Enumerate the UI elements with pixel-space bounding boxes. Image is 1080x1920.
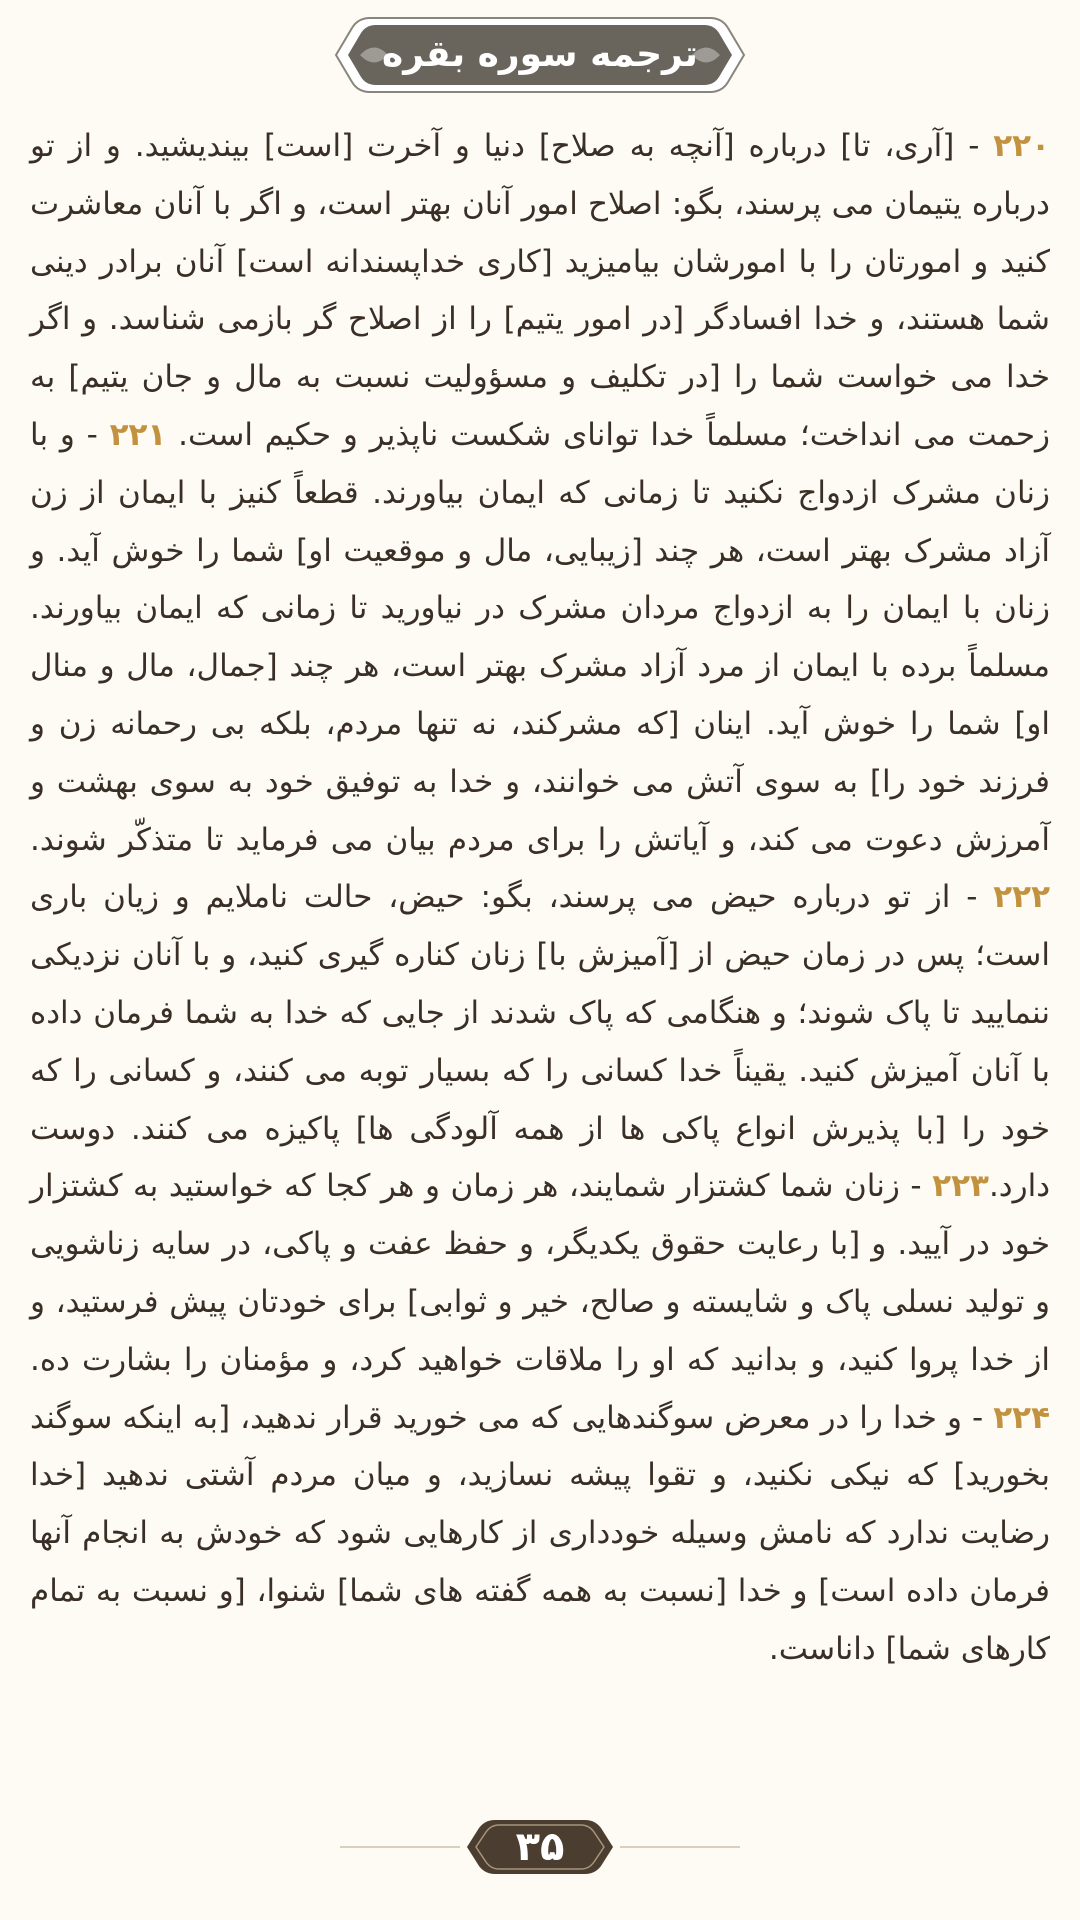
verse-text: - زنان شما کشتزار شمایند، هر زمان و هر کجا که خواستید به کشتزار خود در آیید. و [با رعایت حقوق یکدیگر، و حفظ عفت و پاکی، در سایه زناشویی و تولید نسلی پاک و شایسته و صالح، خیر و ثوابی] برای خودتان پیش فرستید، و از خدا پروا کنید، و بدانید که او را ملاقات خواهید کرد، و مؤمنان را بشارت ده. xyxy=(30,1168,1050,1378)
footer-divider-right xyxy=(620,1846,740,1848)
page-footer xyxy=(0,1812,1080,1882)
surah-title-banner xyxy=(330,14,750,96)
verse-number: ۲۲۴ xyxy=(993,1399,1050,1436)
verse-221 xyxy=(30,417,1050,858)
verse-number: ۲۲۲ xyxy=(993,879,1050,916)
surah-title: ترجمه سوره بقره xyxy=(382,34,698,75)
verse-224 xyxy=(30,1400,1050,1667)
verse-text: - و خدا را در معرض سوگندهایی که می خورید قرار ندهید، [به اینکه سوگند بخورید] که نیکی نکنید، و تقوا پیشه نسازید، و میان مردم آشتی ندهید [خدا رضایت ندارد که نامش وسیله خودداری از کارهایی شود که خودش به انجام آنها فرمان داده است] و خدا [نسبت به همه گفته های شما] شنوا، [و نسبت به تمام کارهای شما] داناست. xyxy=(30,1399,1050,1667)
verse-text: - و با زنان مشرک ازدواج نکنید تا زمانی که ایمان بیاورند. قطعاً کنیز با ایمان از زن آزاد مشرک بهتر است، هر چند [زیبایی، مال و موقعیت او] شما را خوش آید. و زنان با ایمان را به ازدواج مردان مشرک در نیاورید تا زمانی که ایمان بیاورند. مسلماً برده با ایمان از مرد آزاد مشرک بهتر است، هر چند [جمال، مال و منال او] شما را خوش آید. اینان [که مشرکند، نه تنها مردم، بلکه بی رحمانه زن و فرزند خود را] به سوی آتش می خوانند، و خدا به توفیق خود به سوی بهشت و آمرزش دعوت می کند، و آیاتش را برای مردم بیان می فرماید تا متذکّر شوند. xyxy=(30,416,1050,858)
page-number: ۳۵ xyxy=(515,1824,565,1870)
verse-222 xyxy=(30,879,1050,1204)
verse-223 xyxy=(30,1168,1050,1377)
translation-passage xyxy=(30,118,1050,1679)
footer-divider-left xyxy=(340,1846,460,1848)
verse-220 xyxy=(30,128,1050,453)
verse-number: ۲۲۳ xyxy=(932,1168,989,1205)
verse-number: ۲۲۱ xyxy=(109,416,167,453)
verse-number: ۲۲۰ xyxy=(993,128,1050,164)
verse-text: - از تو درباره حیض می پرسند، بگو: حیض، حالت ناملایم و زیان باری است؛ پس در زمان حیض از [آمیزش با] زنان کناره گیری کنید، و با آنان نزدیکی ننمایید تا پاک شوند؛ و هنگامی که پاک شدند از جایی که خدا به شما فرمان داده با آنان آمیزش کنید. یقیناً خدا کسانی را که بسیار توبه می کنند، و کسانی را که خود را [با پذیرش انواع پاکی ها از همه آلودگی ها] پاکیزه می کنند. دوست دارد. xyxy=(30,879,1050,1205)
verse-text: - [آری، تا] درباره [آنچه به صلاح] دنیا و آخرت [است] بیندیشید. و از تو درباره یتیمان می پرسند، بگو: اصلاح امور آنان بهتر است، و اگر با آنان معاشرت کنید و امورتان را با امورشان بیامیزید [کاری خداپسندانه است] آنان برادر دینی شما هستند، و خدا افسادگر [در امور یتیم] را از اصلاح گر بازمی شناسد. و اگر خدا می خواست شما را [در تکلیف و مسؤولیت نسبت به مال و جان یتیم] به زحمت می انداخت؛ مسلماً خدا توانای شکست ناپذیر و حکیم است. xyxy=(30,128,1050,453)
